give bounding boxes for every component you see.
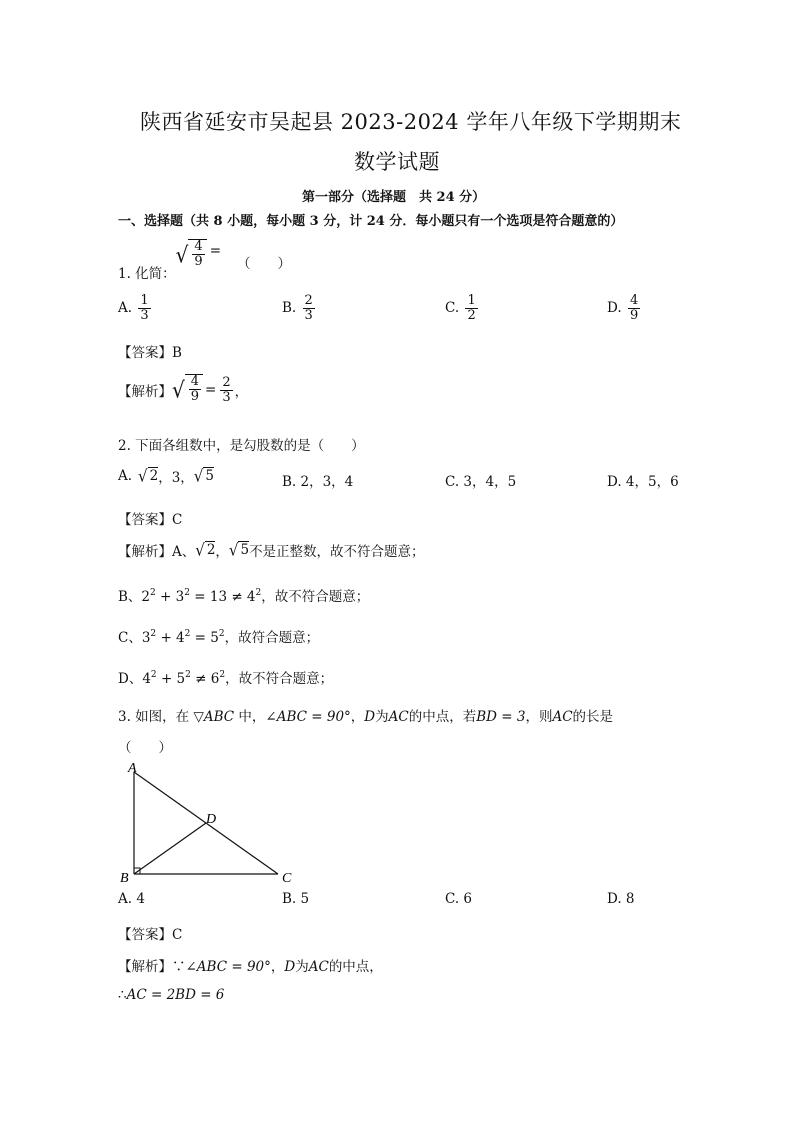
answer-blank: （ ） xyxy=(118,740,172,756)
analysis-2-line-a: 【解析】 A、 √ 2 ， √ 5 不是正整数，故不符合题意； xyxy=(118,540,425,560)
triangle-symbol-icon: ▽ xyxy=(193,709,204,725)
answer-blank: （ ） xyxy=(237,256,292,272)
analysis-2-line-b: B、$2^2 + 3^2 = 13 \ne 4^2$，故不符合题意； xyxy=(118,588,370,605)
option-d: D. $\frac{4}{9}$ xyxy=(607,293,639,323)
option-a: A. $\frac{1}{3}$ xyxy=(118,293,149,323)
option-b: B. 2，3，4 xyxy=(282,474,354,490)
answer-3: 【答案】C xyxy=(118,927,183,943)
option-b: B. 5 xyxy=(282,891,310,907)
point-d-label: D xyxy=(206,812,217,827)
analysis-1: 【解析】 √ $\frac{4}{9}$ = $\frac{2}{3}$ ， xyxy=(118,374,249,405)
question-1-stem: 1. 化简： √ $\frac{4}{9}$ = （ ） xyxy=(118,239,292,282)
question-1-prefix: 1. 化简： xyxy=(118,266,176,282)
option-c: C. 3，4，5 xyxy=(445,474,517,490)
option-b: B. $\frac{2}{3}$ xyxy=(282,293,313,323)
option-a: A. √ 2 ，3， √ 5 xyxy=(118,466,214,486)
part-heading: 第一部分（选择题 共 24 分） xyxy=(302,190,486,205)
vertex-a-label: A xyxy=(128,761,137,776)
sqrt-expression: √ $\frac{4}{9}$ xyxy=(176,239,207,271)
option-d: D. 4，5，6 xyxy=(607,474,679,490)
option-c: C. $\frac{1}{2}$ xyxy=(445,293,476,323)
triangle-figure xyxy=(112,758,302,888)
vertex-b-label: B xyxy=(120,871,129,886)
segment-bd xyxy=(134,823,206,874)
question-2-stem: 2. 下面各组数中，是勾股数的是（ ） xyxy=(118,438,365,454)
question-3-stem: 3. 如图，在 ▽ABC 中，∠ABC = 90°，D为AC的中点，若BD = 3，则AC的长是 xyxy=(118,709,614,725)
vertex-c-label: C xyxy=(282,871,292,886)
analysis-3-line-2: ∴AC = 2BD = 6 xyxy=(118,987,225,1003)
analysis-2-line-d: D、$4^2 + 5^2 \ne 6^2$，故不符合题意； xyxy=(118,670,334,687)
answer-1: 【答案】B xyxy=(118,345,182,361)
page-title: 陕西省延安市吴起县 2023-2024 学年八年级下学期期末 xyxy=(140,110,682,134)
answer-2: 【答案】C xyxy=(118,512,183,528)
option-a: A. 4 xyxy=(118,891,145,907)
page-subtitle: 数学试题 xyxy=(354,150,440,174)
option-d: D. 8 xyxy=(607,891,635,907)
section-instructions: 一、选择题（共 8 小题，每小题 3 分，计 24 分．每小题只有一个选项是符合题意的） xyxy=(118,214,624,229)
analysis-2-line-c: C、$3^2 + 4^2 = 5^2$，故符合题意； xyxy=(118,629,320,646)
analysis-3-line-1: 【解析】∵∠ABC = 90°，D为AC的中点， xyxy=(118,959,383,975)
option-c: C. 6 xyxy=(445,891,473,907)
